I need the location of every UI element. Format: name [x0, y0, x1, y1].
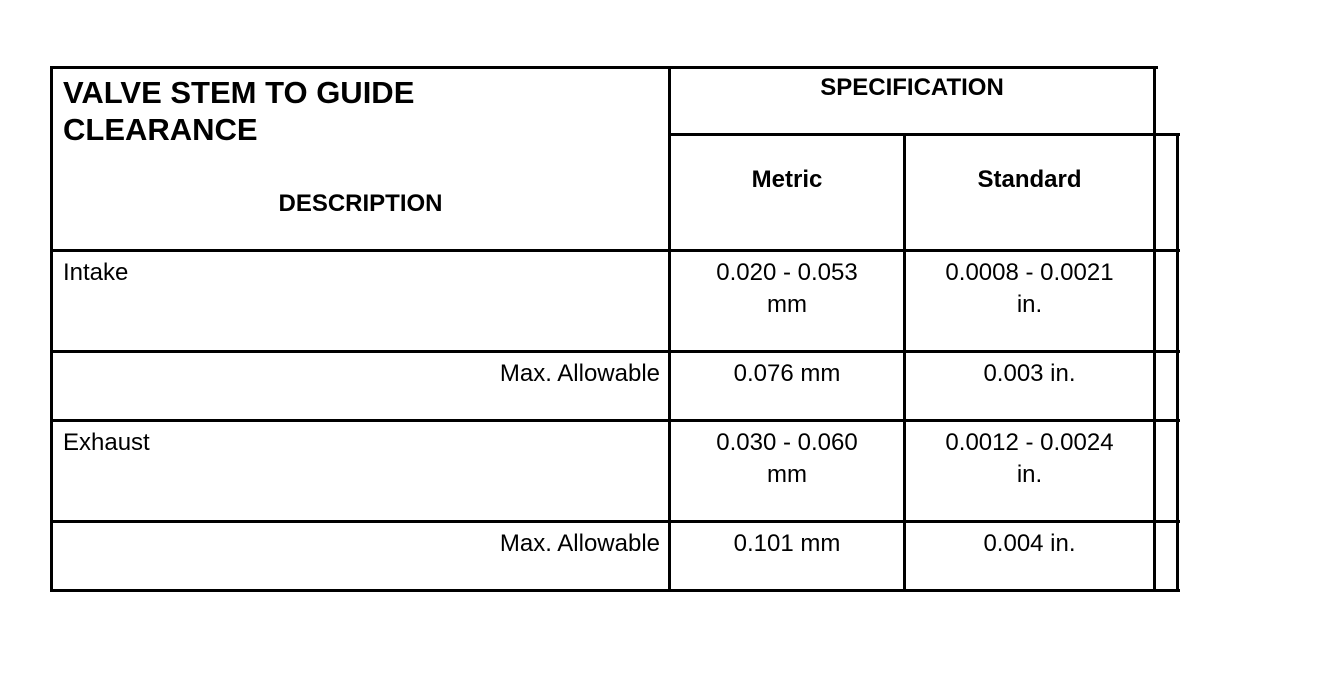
spec-subheader-divider: [669, 133, 1180, 136]
row-exhaust-description: Exhaust: [63, 429, 150, 456]
row-exhaust-metric-line-1: 0.030 - 0.060: [716, 429, 858, 456]
row-exhaust-max-standard: 0.004 in.: [983, 530, 1076, 557]
row-exhaust-max-description: Max. Allowable: [499, 530, 660, 557]
row-exhaust-standard: [906, 427, 1153, 491]
row-intake-metric: [671, 257, 903, 321]
header-bottom-rule: [50, 249, 1180, 252]
table-title: [63, 74, 414, 148]
table-border-bottom: [50, 589, 1180, 592]
row-divider-3: [50, 520, 1180, 523]
row-intake-description: Intake: [63, 259, 129, 286]
row-intake-metric-line-2: mm: [767, 291, 807, 318]
standard-header: Standard: [977, 166, 1082, 193]
row-intake-max-description: Max. Allowable: [499, 360, 660, 387]
row-intake-standard: [906, 257, 1153, 321]
row-divider-2: [50, 419, 1180, 422]
row-divider-1: [50, 350, 1180, 353]
table-title-line-2: CLEARANCE: [63, 112, 258, 147]
metric-header: Metric: [751, 166, 823, 193]
row-exhaust-standard-line-2: in.: [1016, 461, 1043, 488]
table-title-line-1: VALVE STEM TO GUIDE: [63, 75, 415, 110]
description-header: DESCRIPTION: [278, 190, 443, 217]
row-exhaust-standard-line-1: 0.0012 - 0.0024: [945, 429, 1114, 456]
table-border-right-outer: [1176, 133, 1179, 592]
table-border-right: [1153, 66, 1156, 592]
description-column-divider: [668, 66, 671, 592]
table-border-left: [50, 66, 53, 592]
row-exhaust-metric-line-2: mm: [767, 461, 807, 488]
table-border-top: [50, 66, 1158, 69]
row-intake-metric-line-1: 0.020 - 0.053: [716, 259, 858, 286]
row-intake-standard-line-2: in.: [1016, 291, 1043, 318]
row-intake-max-standard: 0.003 in.: [983, 360, 1076, 387]
specification-header: SPECIFICATION: [820, 74, 1004, 101]
row-intake-standard-line-1: 0.0008 - 0.0021: [945, 259, 1114, 286]
row-exhaust-max-metric: 0.101 mm: [733, 530, 841, 557]
row-exhaust-metric: [671, 427, 903, 491]
row-intake-max-metric: 0.076 mm: [733, 360, 841, 387]
